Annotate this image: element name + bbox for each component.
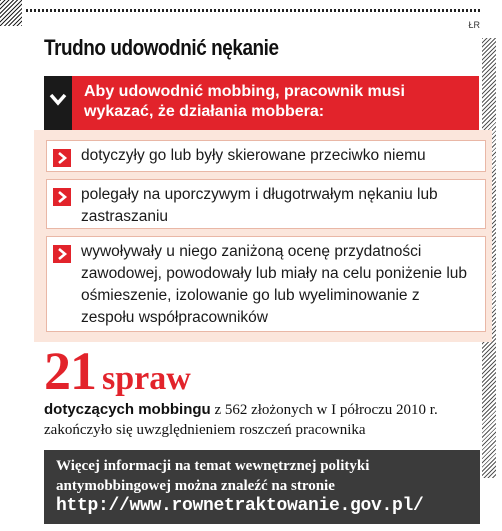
stat-desc-rest: z 562 złożonych w I półroczu 2010 r. zakończyło się uwzględnieniem roszczeń pracownika [44, 402, 438, 438]
requirement-text: wywoływały u niego zaniżoną ocenę przydatności zawodowej, powodowały lub miały na celu poniżenie lub ośmieszenie, izolowanie go lub wyeliminowanie z zespołu współpracowników [81, 243, 468, 326]
info-text: Więcej informacji na temat wewnętrznej polityki antymobbingowej można znaleźć na stronie [56, 458, 370, 494]
lead-chevron-box [44, 76, 72, 130]
requirement-item [46, 179, 486, 229]
chevron-down-icon [49, 92, 67, 106]
lead-text: Aby udowodnić mobbing, pracownik musi wykazać, że działania mobbera: [84, 83, 405, 120]
info-link[interactable]: http://www.rownetraktowanie.gov.pl/ [56, 496, 424, 516]
requirement-text: polegały na uporczywym i długotrwałym nękaniu lub zastraszaniu [81, 186, 438, 225]
stat-number: 21 [44, 341, 96, 401]
requirement-text: dotyczyły go lub były skierowane przeciwko niemu [81, 147, 426, 164]
info-box [44, 450, 480, 524]
chevron-right-icon [53, 188, 71, 206]
chevron-right-icon [53, 245, 71, 263]
stat-description [44, 400, 494, 440]
chevron-right-icon [53, 149, 71, 167]
page-title: Trudno udowodnić nękanie [44, 35, 279, 60]
stat-headline [44, 340, 191, 402]
lead-banner [44, 76, 479, 130]
corner-hatch [0, 0, 22, 26]
stat-desc-bold: dotyczących mobbingu [44, 401, 211, 418]
top-rule [26, 9, 482, 12]
requirement-item [46, 140, 486, 172]
requirement-item [46, 236, 486, 332]
source-tag: ŁR [468, 20, 480, 30]
stat-word: spraw [102, 360, 191, 397]
